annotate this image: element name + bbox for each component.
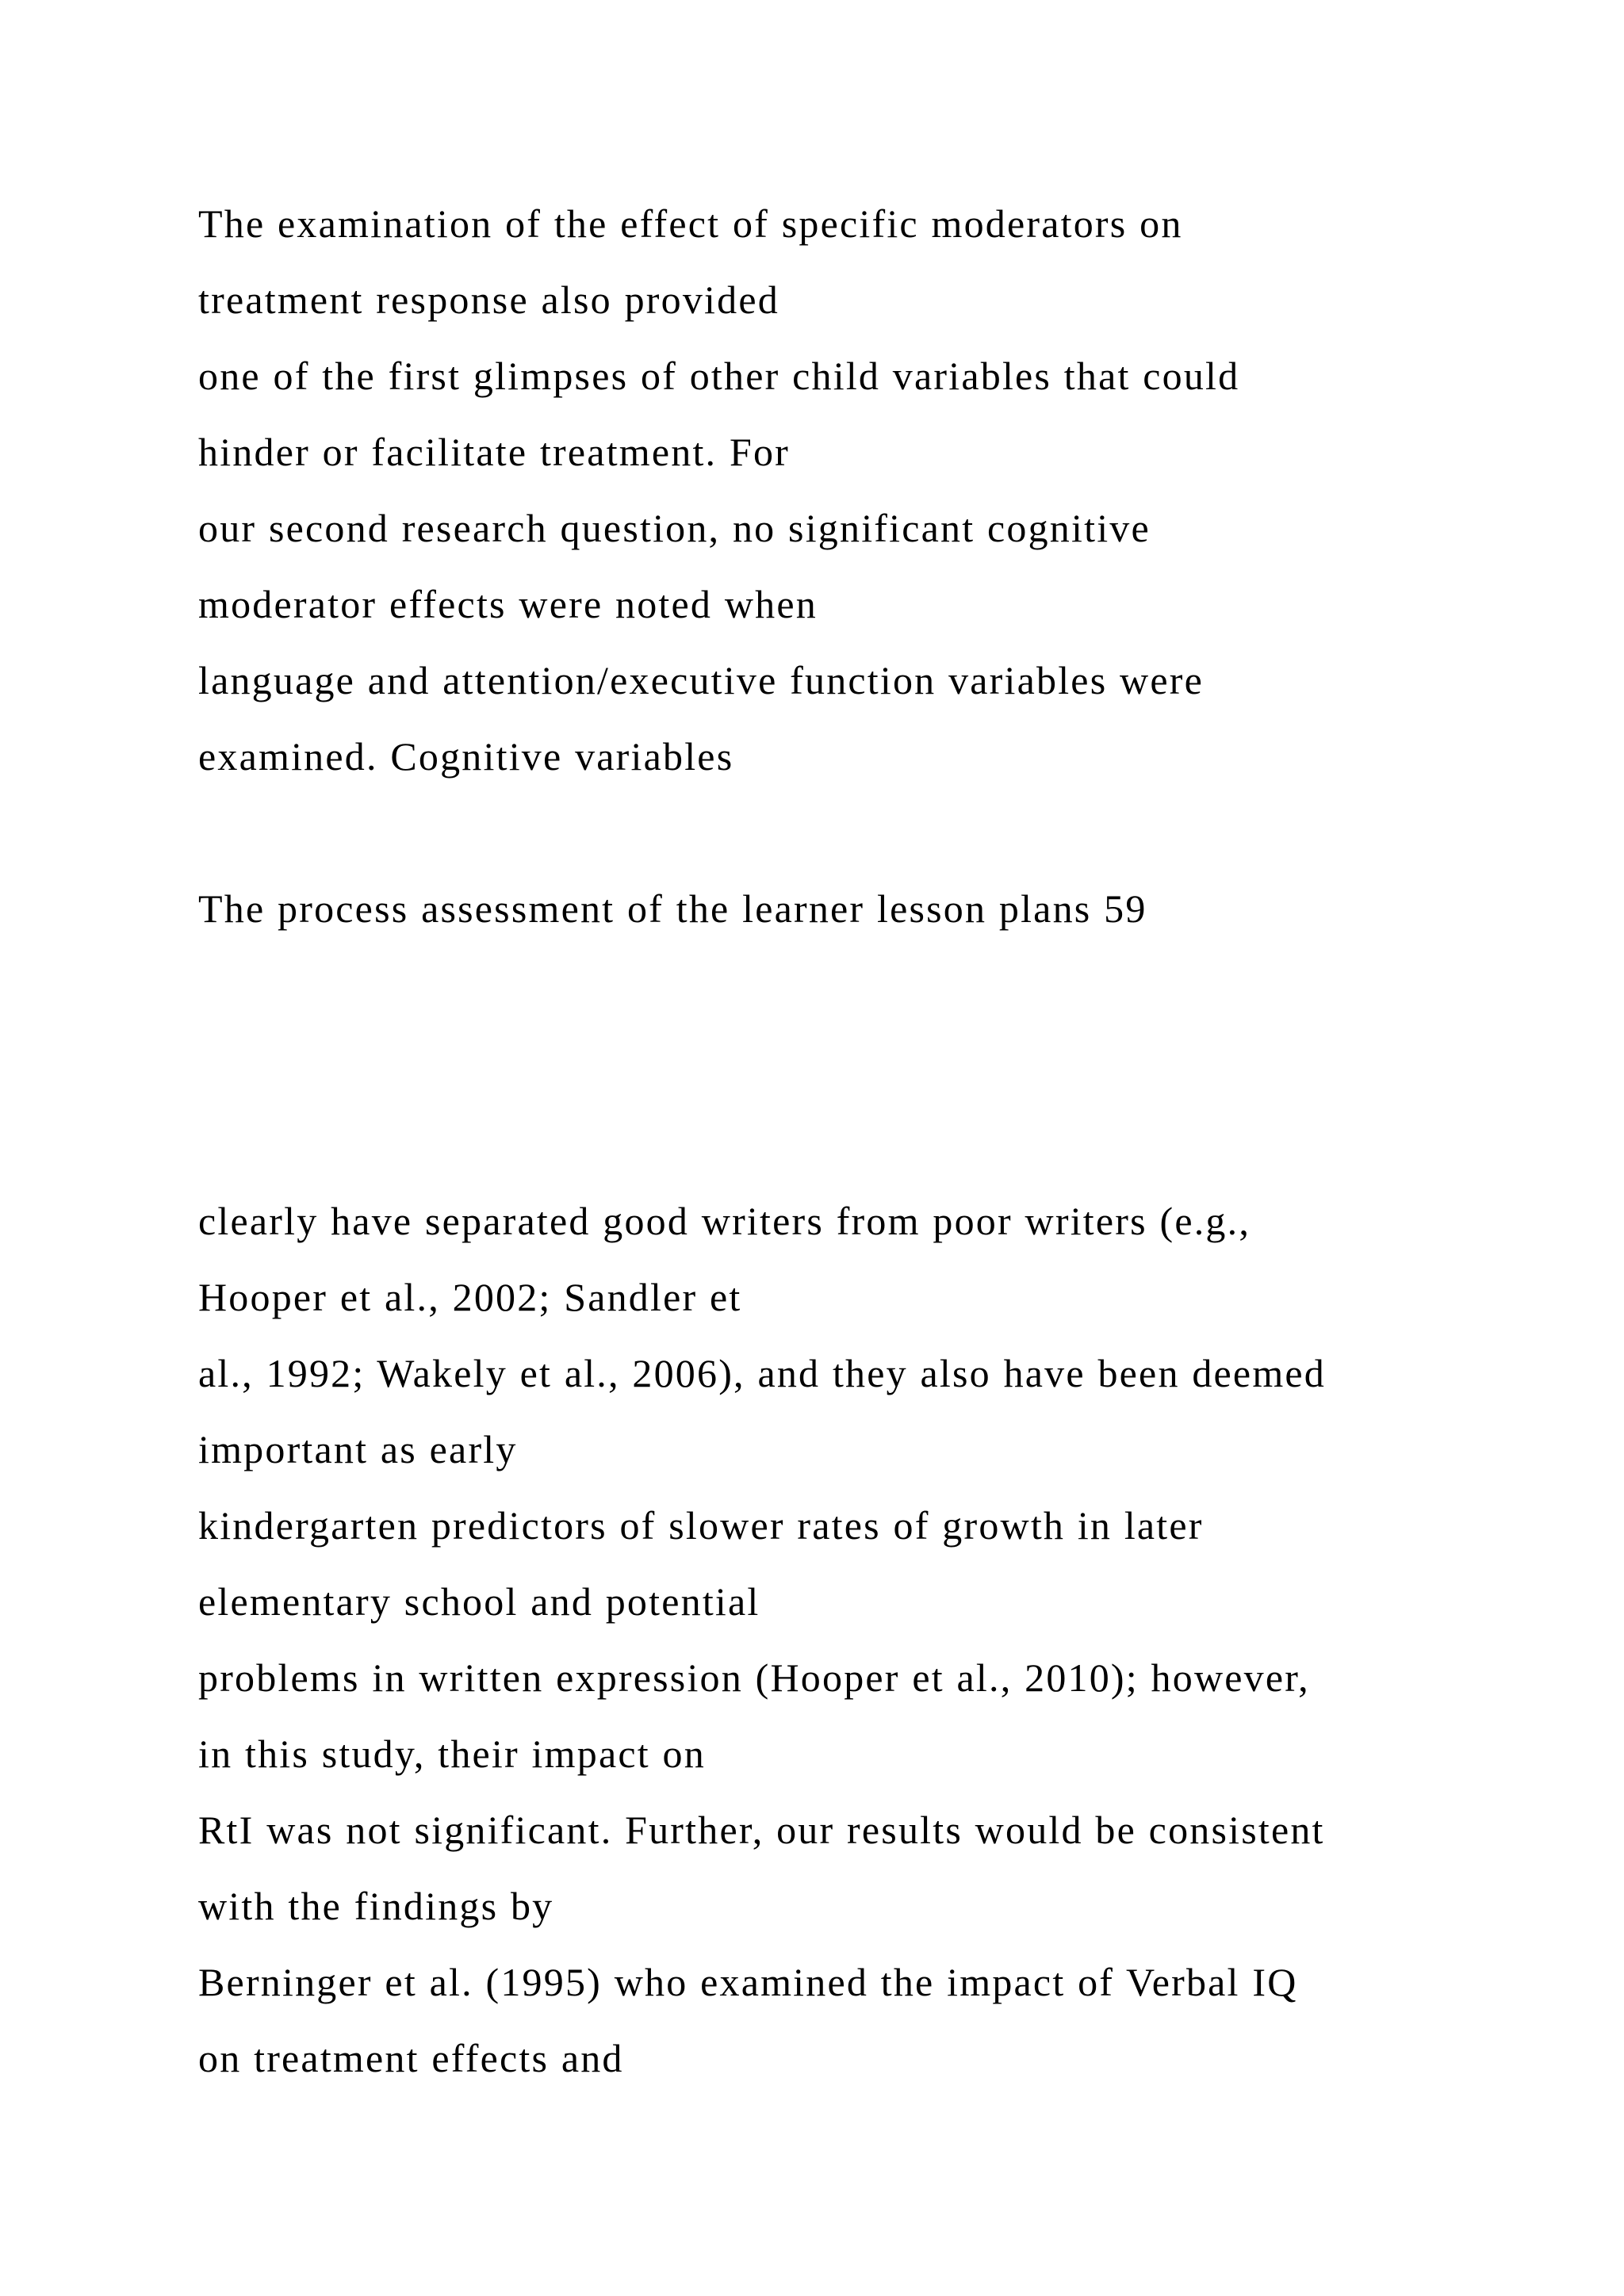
paragraph-line: language and attention/executive function variables were (198, 658, 1204, 702)
paragraph-line: al., 1992; Wakely et al., 2006), and they also have been deemed (198, 1351, 1327, 1395)
paragraph-line: with the findings by (198, 1884, 554, 1928)
paragraph-line: kindergarten predictors of slower rates of growth in later (198, 1503, 1204, 1548)
paragraph-line: one of the first glimpses of other child variables that could (198, 354, 1240, 398)
paragraph-line: Hooper et al., 2002; Sandler et (198, 1275, 742, 1319)
paragraph-line: Berninger et al. (1995) who examined the impact of Verbal IQ (198, 1960, 1298, 2004)
paragraph-line: clearly have separated good writers from poor writers (e.g., (198, 1199, 1251, 1243)
paragraph-line: The examination of the effect of specific moderators on (198, 201, 1183, 246)
paragraph-line: problems in written expression (Hooper et al., 2010); however, (198, 1655, 1310, 1700)
paragraph-line: our second research question, no significant cognitive (198, 506, 1151, 550)
paragraph-line: on treatment effects and (198, 2036, 624, 2080)
running-header: The process assessment of the learner lesson plans 59 (198, 886, 1147, 931)
paragraph-line: hinder or facilitate treatment. For (198, 430, 791, 474)
paragraph-line: moderator effects were noted when (198, 582, 818, 626)
paragraph-line: important as early (198, 1427, 518, 1471)
paragraph-line: elementary school and potential (198, 1579, 760, 1624)
paragraph-line: RtI was not significant. Further, our results would be consistent (198, 1808, 1325, 1852)
paragraph-line: treatment response also provided (198, 277, 779, 322)
paragraph-line: examined. Cognitive variables (198, 734, 734, 779)
paragraph-line: in this study, their impact on (198, 1732, 706, 1776)
